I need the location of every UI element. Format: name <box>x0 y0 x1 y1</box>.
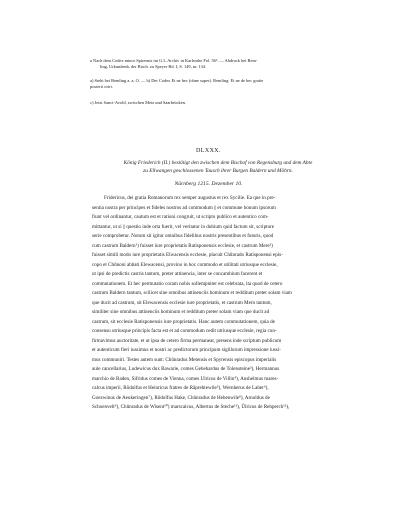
text-line: que ducit ad castrum, sit Elewacensis ecclesie iure proprietatis, et castrum Mern tantum, <box>92 299 272 306</box>
text-line: et autenticum fieri iussimus et nostri ac predictorum principum sigillorum impressione iussi- <box>92 347 281 353</box>
footnote-line: ling, Urkundenb. der Bisch. zu Speyer Bd. I, S. 149, nr. 134. <box>100 64 207 69</box>
text-line: ut ipsi de predictis castris tantum, preter attinencia, inter se concambium facerent et <box>92 271 263 277</box>
footnote-line: posterii oriri. <box>90 84 113 89</box>
title-line: zu Ellwangen geschlossenen Tausch ihrer Burgen Baldern und Möhrn. <box>143 168 293 174</box>
text-line: cum castrum Baldern¹) fuisset iure proprietatis Ratisponensis ecclesie, et castrum Mere²) <box>92 242 273 249</box>
text-line: aule cancellarius, Ludewicus dux Bawarie, comes Gebehardus de Tolensteine³), Hermannus <box>92 366 280 372</box>
dateline: Nürnberg 1215. Dezember 10. <box>174 181 243 187</box>
footnote-place <box>90 100 350 106</box>
text-line: firmavimus auctoritate, et ut ipsa de cetero firma permaneat, presens inde scriptum publicum <box>92 337 282 344</box>
text-line: Goezwinus de Aeukeringen⁷), Rǒdolfus Hake, Chůnradus de Hebenwile⁸), Arnoldus de <box>92 394 270 401</box>
text-line: sentia nostra per principes et fideles nostros ad commodum || et commune bonum ipsorum <box>92 204 276 211</box>
footnote-variants <box>90 78 350 90</box>
text-line: consensu utriusque principis facta est et ad commodum cedit utriusque ecclesie, regia con- <box>92 328 277 334</box>
footnote-line: a Nach dem Codex minor Spirensis im G.L.Archiv in Karlsruhe Fol. 56ᵇ. — Abdruck bei Rem- <box>90 58 258 63</box>
text-line: Schoenvelt⁹), Chůnradus de Wisent¹⁰) marscalcus, Albertus de Steche¹¹), Ůlricus de Rehperch¹²), <box>92 404 290 410</box>
text-line: castrum Baldern tantum, scilicet sine omnibus attinenciis hominum et redditum preter solam viam <box>92 290 292 296</box>
title-line: König Friederich (II.) bestätigt den zwischen dem Bischof von Regensburg und dem Abte <box>123 160 313 166</box>
text-line: castrum, sit ecclesie Ratisponensis iure proprietatis. Hanc autem commutationem, quia de <box>92 318 275 325</box>
document-number: DLXXX. <box>196 148 221 154</box>
text-line: commutationem. Et hec permutatio coram nobis sollempniter est celebrata, ita quod de cetero <box>92 280 283 287</box>
footnote-source <box>90 58 350 70</box>
text-line: mittantur, ut si || questio inde orta fuerit, vel veritatur in dubium quid factum sit, scripture <box>92 223 275 230</box>
text-line: fiunt vel ordinantur, cautum est et rationi congruit, ut scripto publico et autentico com- <box>92 214 269 220</box>
charter-text <box>92 194 340 413</box>
text-line: Fridericus, dei gratia Romanorum rex semper augustus et rex Sycilie. Ea que in pre- <box>104 195 276 201</box>
text-line: copo et Chůnoni abbati Elewacensi, provino in hoc commodo et utilitati utriusque ecclesie, <box>92 261 278 268</box>
text-line: similiter sine omnibus attinenciis hominum et redditum preter solam viam que ducit ad <box>92 309 270 315</box>
text-line: marchio de Baden, Sifridus comes de Vienna, comes Ulricus de Villin⁴), Anshelmus mares- <box>92 375 279 382</box>
text-line: calcus imperii, Rǒdolfus et Heinricus fratres de Rāprehtewile⁵), Wernherus de Laber⁶), <box>92 385 269 391</box>
text-line: fuisset simili modo iure proprietatis Elwacensis ecclesie, placuit Chůnrado Ratisponensi epis- <box>92 252 283 258</box>
text-line: mus communiri. Testes autem sunt: Chůnradus Metensis et Spyrensis episcopus imperialis <box>92 356 277 363</box>
document-title <box>98 159 338 175</box>
footnote-line: a) Steht bei Remling a. a. O. — b) Der Codex Et ne hec (ohne super). Remling: Et ne de hec gratie <box>90 78 264 83</box>
text-line: serie comprobetur. Notum sit igitur omnibus fidelibus nostris presentibus et futuris, quod <box>92 233 274 239</box>
footnote-line: c) Jetzt Sanct-Avold, zwischen Metz und Saarbrücken. <box>90 100 186 105</box>
